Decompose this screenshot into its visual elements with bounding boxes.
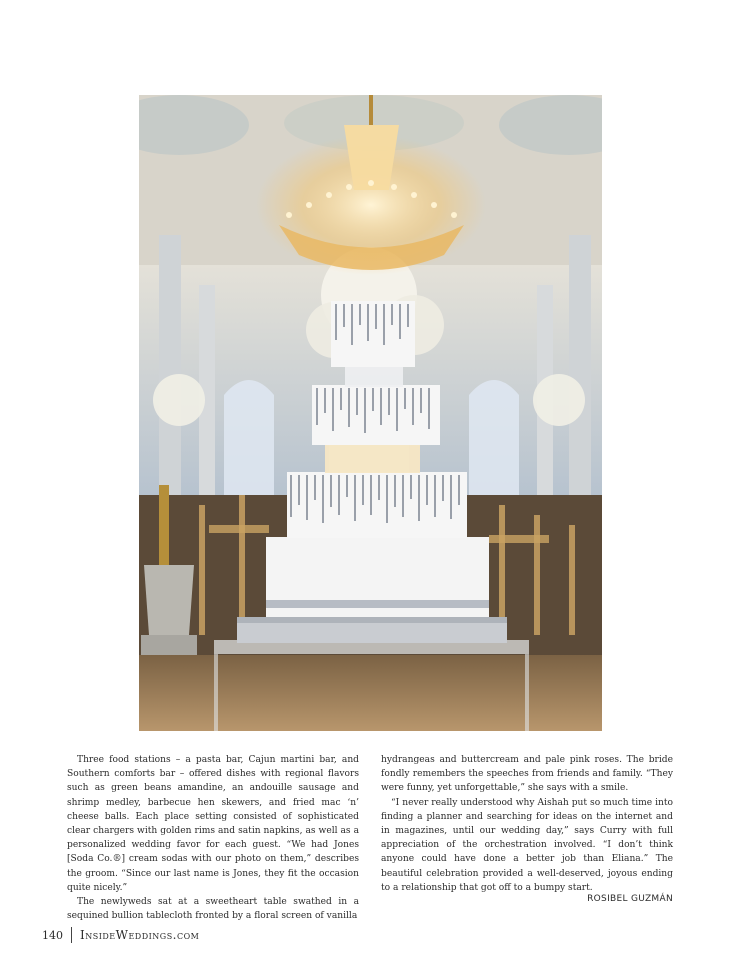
article-paragraph: Three food stations – a pasta bar, Cajun martini bar, and Southern comforts bar – offered dishes with regional flavors such as green beans amandine, an andouille sausage and shrimp medley, barbecue hen skewers, and fried mac ‘n’ cheese balls. Each place setting consisted of sophisticated clear chargers with golden rims and satin napkins, as well as a personalized wedding favor for each guest. “We had Jones [Soda Co.®] cream sodas with our photo on them,” describes the groom. “Since our last name is Jones, they fit the occasion quite nicely.” <box>67 755 359 893</box>
article-paragraph: “I never really understood why Aishah put so much time into finding a planner and searching for ideas on the internet and in magazines, until our wedding day,” says Curry with full appreciation of the orchestration involved. “I don’t think anyone could have done a better job than Eliana.” The beautiful celebration provided a well-deserved, joyous ending to a relationship that got off to a bumpy start. <box>381 797 673 893</box>
site-name: InsideWeddings.com <box>80 928 200 942</box>
page-footer <box>42 927 199 943</box>
article-body <box>67 753 673 923</box>
article-paragraph: The newlyweds sat at a sweetheart table swathed in a sequined bullion tablecloth fronted by a floral screen of vanilla <box>67 897 359 922</box>
photographer-credit: ROSIBEL GUZMÁN <box>587 894 673 904</box>
cake-photo-illustration <box>139 95 602 731</box>
wedding-cake-photo <box>139 95 602 731</box>
footer-divider <box>71 927 72 943</box>
article-paragraph: hydrangeas and buttercream and pale pink roses. The bride fondly remembers the speeches from friends and family. “They were funny, yet unforgettable,” she says with a smile. <box>381 755 673 794</box>
page-number: 140 <box>42 928 63 942</box>
article-column-left <box>67 753 359 923</box>
